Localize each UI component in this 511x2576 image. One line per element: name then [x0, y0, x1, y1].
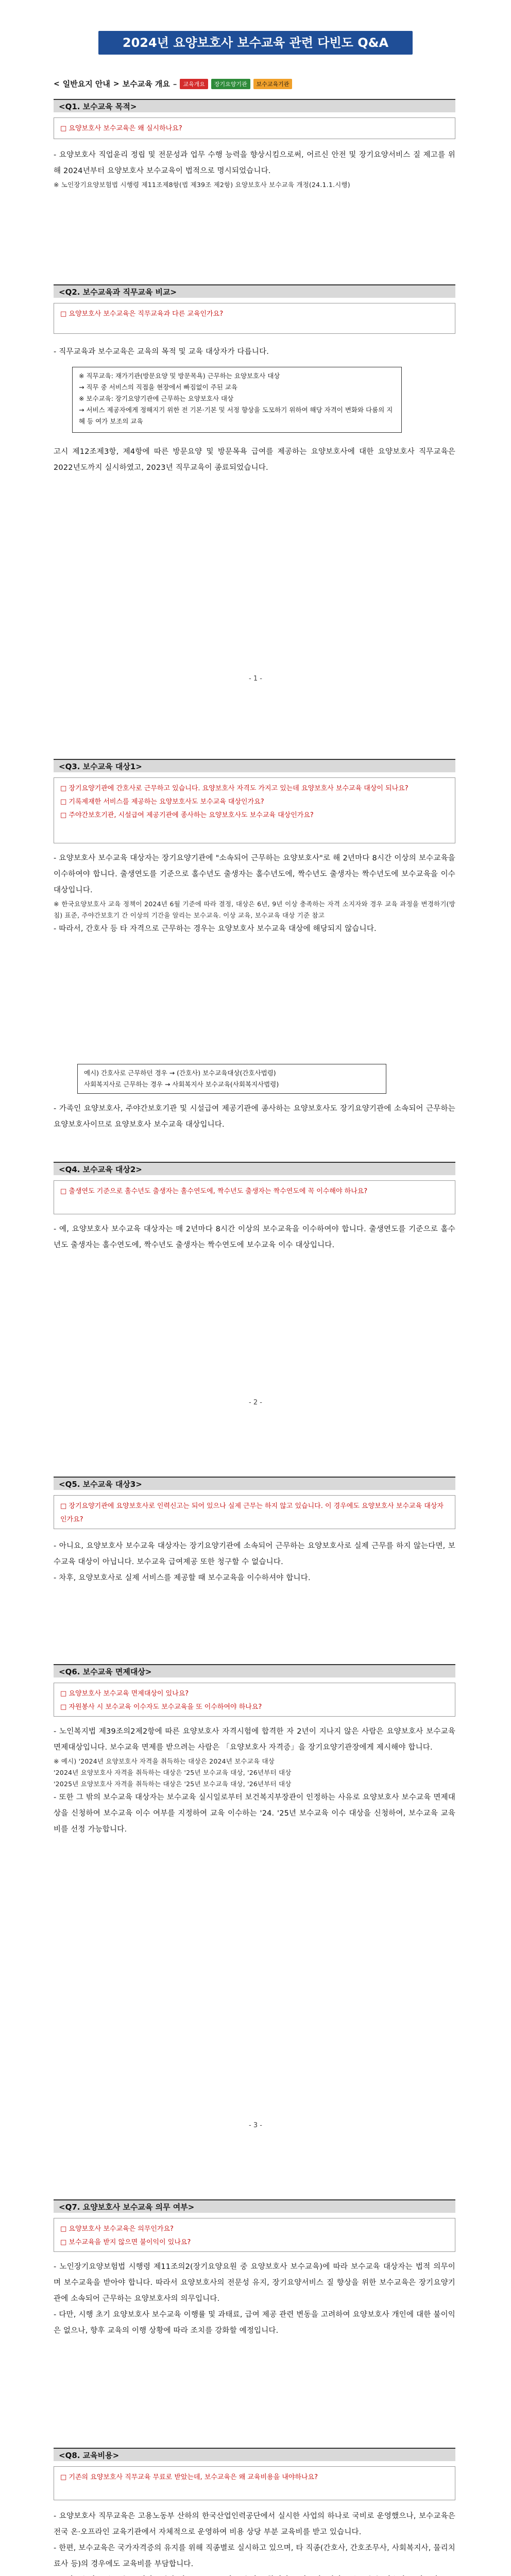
page-number: - 2 - [249, 1399, 262, 1406]
section-header-q7: <Q7. 요양보호사 보수교육 의무 여부> [54, 2199, 455, 2213]
question-q6-1: □ 요양보호사 보수교육 면제대상이 있나요? [60, 1690, 189, 1698]
question-q8: □ 기존의 요양보호사 직무교육 무료로 받았는데, 보수교육은 왜 교육비용을 내야하나요? [60, 2473, 318, 2481]
answer-q3-note: ※ 한국요양보호사 교육 정책이 2024년 6월 기준에 따라 결정, 대상은 6년, 9년 이상 충족하는 자격 소지자와 경우 교육 과정을 변경하기(방침) 표준, 주야간보호기 간 이상의 기간을 알리는 보수교육. 이상 교육, 보수교육 대상 기준 참고 [54, 900, 455, 919]
answer-q3 [54, 851, 455, 937]
question-q7-1: □ 요양보호사 보수교육은 의무인가요? [60, 2225, 174, 2233]
answer-q3-para-2: - 따라서, 간호사 등 타 자격으로 근무하는 경우는 요양보호사 보수교육 대상에 해당되지 않습니다. [54, 925, 377, 933]
comparison-box-q2 [72, 367, 402, 433]
arrow-left-icon: < [54, 79, 60, 88]
answer-q1 [54, 147, 455, 191]
page-4 [0, 2168, 511, 2576]
page-3 [0, 1446, 511, 2168]
answer-q4-para-1: - 예, 요양보호사 보수교육 대상자는 매 2년마다 8시간 이상의 보수교육을 이수하여야 합니다. 출생연도를 기준으로 홀수년도 출생자는 홀수연도에, 짝수년도 출생자는 짝수연도에 보수교육 이수 대상입니다. [54, 1225, 455, 1249]
box-q2-line-1: ※ 직무교육: 재가기관(방문요양 및 방문목욕) 근무하는 요양보호사 대상 [79, 372, 280, 380]
section-header-q2: <Q2. 보수교육과 직무교육 비교> [54, 284, 455, 298]
answer-q3-cont [54, 1101, 455, 1133]
answer-q1-para-1: - 요양보호사 직업윤리 정립 및 전문성과 업무 수행 능력을 향상시킴으로써, 어르신 안전 및 장기요양서비스 질 제고를 위해 2024년부터 요양보호사 보수교육이 법적으로 명시되었습니다. [54, 151, 455, 175]
answer-q8 [54, 2509, 455, 2576]
answer-q3-para-3: - 가족인 요양보호사, 주야간보호기관 및 시설급여 제공기관에 종사하는 요양보호사도 장기요양기관에 소속되어 근무하는 요양보호사이므로 요양보호사 보수교육 대상입니다. [54, 1105, 455, 1129]
answer-q7-para-2: - 다만, 시행 초기 요양보호사 보수교육 이행률 및 과태료, 급여 제공 관련 변동을 고려하여 요양보호사 개인에 대한 불이익은 없으나, 향후 교육의 이행 상황에 따라 조치를 강화할 예정입니다. [54, 2311, 455, 2335]
section-header-q6: <Q6. 보수교육 면제대상> [54, 1664, 455, 1677]
question-box-q5 [54, 1495, 455, 1529]
answer-q6-note-2: '2024년 요양보호사 자격을 취득하는 대상은 '25년 보수교육 대상, '26년부터 대상 [54, 1769, 292, 1776]
section-header-q3: <Q3. 보수교육 대상1> [54, 759, 455, 772]
section-header-q4: <Q4. 보수교육 대상2> [54, 1162, 455, 1175]
page-number: - 1 - [249, 675, 262, 683]
badge-training-institution: 보수교육기관 [253, 79, 293, 89]
question-box-q1 [54, 117, 455, 139]
question-q3-2: □ 기록제재한 서비스를 제공하는 요양보호사도 보수교육 대상인가요? [60, 798, 264, 806]
answer-q4 [54, 1222, 455, 1253]
question-box-q4 [54, 1180, 455, 1214]
answer-q8-para-1: - 요양보호사 직무교육은 고용노동부 산하의 한국산업인력공단에서 실시한 사업의 하나로 국비로 운영했으나, 보수교육은 전국 온·오프라인 교육기관에서 자체적으로 운영하여 비용 상당 부분 교육비를 받고 있습니다. [54, 2512, 455, 2536]
breadcrumb [54, 78, 292, 89]
section-header-q5: <Q5. 보수교육 대상3> [54, 1477, 455, 1490]
answer-q6 [54, 1724, 455, 1838]
box-q3-line-1: 예시) 간호사로 근무하던 경우 → (간호사) 보수교육대상(간호사법령) [84, 1069, 276, 1077]
box-q2-line-2: → 직무 중 서비스의 직접을 현장에서 빠짐없이 주된 교육 [79, 383, 237, 391]
section-header-q1: <Q1. 보수교육 목적> [54, 99, 455, 112]
answer-q8-para-3 [54, 2572, 455, 2576]
question-q3-3: □ 주야간보호기관, 시설급여 제공기관에 종사하는 요양보호사도 보수교육 대상인가요? [60, 811, 314, 819]
box-q2-line-3: ※ 보수교육: 장기요양기관에 근무하는 요양보호사 대상 [79, 395, 234, 402]
badge-education-overview: 교육개요 [180, 79, 208, 89]
question-box-q6 [54, 1683, 455, 1717]
breadcrumb-item-2: 보수교육 개요 [122, 79, 170, 89]
answer-q2-cont [54, 444, 455, 476]
page-2 [0, 723, 511, 1446]
question-box-q7 [54, 2218, 455, 2252]
page-number: - 3 - [249, 2122, 262, 2129]
answer-q5 [54, 1538, 455, 1586]
box-q2-line-4: → 서비스 제공자에게 정해지기 위한 전 기본·기본 및 서정 향상을 도모하기 위하여 해당 자격이 변화와 다룸의 지혜 등 여가 보조의 교육 [79, 406, 393, 425]
example-box-q3 [77, 1064, 386, 1094]
question-q7-2: □ 보수교육을 받지 않으면 불이익이 있나요? [60, 2239, 191, 2246]
question-box-q3 [54, 777, 455, 843]
answer-q7 [54, 2259, 455, 2339]
answer-q2-para-1: - 직무교육과 보수교육은 교육의 목적 및 교육 대상자가 다릅니다. [54, 348, 269, 356]
page-1 [0, 0, 511, 723]
box-q3-line-2: 사회복지사로 근무하는 경우 → 사회복지사 보수교육(사회복지사법령) [84, 1080, 279, 1088]
question-q2: □ 요양보호사 보수교육은 직무교육과 다른 교육인가요? [60, 310, 224, 318]
answer-q6-para-1: - 노인복지법 제39조의2제2항에 따른 요양보호사 자격시험에 합격한 자 2년이 지나지 않은 사람은 요양보호사 보수교육 면제대상입니다. 보수교육 면제를 받으려는 사람은 「요양보호사 자격증」을 장기요양기관장에게 제시해야 합니다. [54, 1727, 455, 1752]
answer-q7-para-1: - 노인장기요양보험법 시행령 제11조의2(장기요양요원 중 요양보호사 보수교육)에 따라 보수교육 대상자는 법적 의무이며 보수교육을 받아야 합니다. 따라서 요양보호사의 전문성 유지, 장기요양서비스 질 향상을 위한 보수교육은 장기요양기관에 소속되어 근무하는 요양보호사의 의무입니다. [54, 2263, 455, 2303]
answer-q2 [54, 344, 455, 360]
question-q3-1: □ 장기요양기관에 간호사로 근무하고 있습니다. 요양보호사 자격도 가지고 있는데 요양보호사 보수교육 대상이 되나요? [60, 785, 408, 792]
answer-q3-para-1: - 요양보호사 보수교육 대상자는 장기요양기관에 "소속되어 근무하는 요양보호사"로 해 2년마다 8시간 이상의 보수교육을 이수하여야 합니다. 출생연도를 기준으로 홀수년도 출생자는 홀수년도에, 짝수년도 출생자는 짝수년도에 보수교육을 이수 대상입니다. [54, 854, 455, 894]
breadcrumb-separator: – [173, 79, 177, 89]
answer-q6-note-1: ※ 예시) '2024년 요양보호사 자격을 취득하는 대상은 2024년 보수교육 대상 [54, 1757, 275, 1765]
question-q1: □ 요양보호사 보수교육은 왜 실시하나요? [60, 125, 182, 132]
section-header-q8: <Q8. 교육비용> [54, 2448, 455, 2461]
question-q5: □ 장기요양기관에 요양보호사로 인력신고는 되어 있으나 실제 근무는 하지 않고 있습니다. 이 경우에도 요양보호사 보수교육 대상자인가요? [60, 1502, 444, 1523]
breadcrumb-item-1: 일반요지 안내 [62, 79, 110, 89]
question-q4: □ 출생연도 기준으로 홀수년도 출생자는 홀수연도에, 짝수년도 출생자는 짝수연도에 꼭 이수해야 하나요? [60, 1188, 368, 1195]
answer-q6-para-2: - 또한 그 밖의 보수교육 대상자는 보수교육 실시일로부터 보건복지부장관이 인정하는 사유로 요양보호사 보수교육 면제대상을 신청하여 보수교육 이수 여부를 지정하여 교육 이수하는 '24. '25년 보수교육 이수 대상을 신청하여, 보수교육 교육비를 선정 가능합니다. [54, 1793, 455, 1834]
badge-care-institution: 장기요양기관 [211, 79, 250, 89]
document-title: 2024년 요양보호사 보수교육 관련 다빈도 Q&A [98, 31, 413, 55]
question-q6-2: □ 자원봉사 시 보수교육 이수자도 보수교육을 또 이수하여야 하나요? [60, 1703, 262, 1711]
question-box-q2 [54, 303, 455, 334]
answer-q6-note-3: '2025년 요양보호사 자격을 취득하는 대상은 '25년 보수교육 대상, '26년부터 대상 [54, 1780, 292, 1788]
answer-q5-para-1: - 아니요, 요양보호사 보수교육 대상자는 장기요양기관에 소속되어 근무하는 요양보호사로 실제 근무를 하지 않는다면, 보수교육 대상이 아닙니다. 보수교육 급여제공 또한 청구할 수 없습니다. [54, 1542, 455, 1566]
answer-q5-para-2: - 차후, 요양보호사로 실제 서비스를 제공할 때 보수교육을 이수하셔야 합니다. [54, 1574, 311, 1582]
arrow-right-icon: > [113, 79, 120, 88]
answer-q1-note: ※ 노인장기요양보험법 시행령 제11조제8항(법 제39조 제2항) 요양보호사 보수교육 개정(24.1.1.시행) [54, 181, 350, 189]
answer-q8-para-2: - 한편, 보수교육은 국가자격증의 유지를 위해 직종별로 실시하고 있으며, 타 직종(간호사, 간호조무사, 사회복지사, 물리치료사 등)의 경우에도 교육비를 부담합니다. [54, 2544, 455, 2568]
question-box-q8 [54, 2466, 455, 2500]
answer-q2-para-2: 고시 제12조제3항, 제4항에 따른 방문요양 및 방문목욕 급여를 제공하는 요양보호사에 대한 요양보호사 직무교육은 2022년도까지 실시하였고, 2023년 직무교육이 종료되었습니다. [54, 448, 455, 472]
